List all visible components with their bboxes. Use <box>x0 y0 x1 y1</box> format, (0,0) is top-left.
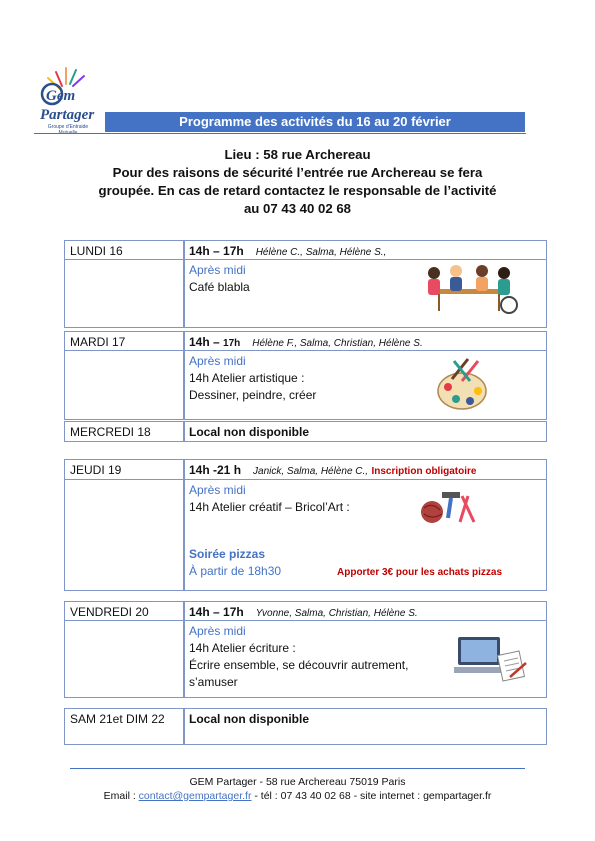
program-banner: Programme des activités du 16 au 20 février <box>105 112 525 132</box>
period-label: Après midi <box>189 263 246 277</box>
logo-tagline: Groupe d'Entraide <box>47 124 89 130</box>
hours-label: 14h – 17h <box>189 605 244 619</box>
activity-detail: Dessiner, peindre, créer <box>189 388 317 402</box>
day-label: LUNDI 16 <box>70 244 123 258</box>
phone-line: au 07 43 40 02 68 <box>243 201 352 216</box>
svg-text:Gem: Gem <box>46 88 76 104</box>
evening-title: Soirée pizzas <box>189 547 266 561</box>
banner-divider <box>34 133 526 134</box>
activity-cell-lundi <box>183 259 547 328</box>
activity-text: 14h Atelier écriture : <box>189 641 296 655</box>
footer-address: GEM Partager - 58 rue Archereau 75019 Paris <box>189 776 406 788</box>
hours-cell-lundi <box>183 240 547 260</box>
email-link[interactable]: contact@gempartager.fr <box>138 790 252 802</box>
activity-text: Café blabla <box>189 280 250 294</box>
activity-cell-mardi <box>183 350 547 420</box>
activity-text: 14h Atelier créatif – Bricol’Art : <box>189 500 350 514</box>
hours-end: 17h <box>223 338 241 349</box>
day-label: VENDREDI 20 <box>70 605 149 619</box>
day-cell-vendredi-blank <box>64 620 185 698</box>
hours-cell-vendredi <box>183 601 547 621</box>
activity-detail: Écrire ensemble, se découvrir autrement, <box>189 658 409 672</box>
staff-list: Yvonne, Salma, Christian, Hélène S. <box>255 608 418 619</box>
staff-list: Hélène C., Salma, Hélène S., <box>255 247 387 258</box>
day-label: SAM 21et DIM 22 <box>70 712 165 726</box>
hours-cell-jeudi <box>183 459 547 480</box>
activity-text: 14h Atelier artistique : <box>189 371 305 385</box>
day-cell-mardi <box>64 331 185 351</box>
day-cell-weekend <box>64 708 185 745</box>
period-label: Après midi <box>189 354 246 368</box>
registration-required: Inscription obligatoire <box>371 466 477 477</box>
evening-time: À partir de 18h30 <box>189 564 282 578</box>
period-label: Après midi <box>189 483 246 497</box>
svg-text:Partager: Partager <box>40 107 95 123</box>
cafe-people-icon <box>414 263 524 315</box>
footer-contact <box>0 790 595 802</box>
day-cell-jeudi <box>64 459 185 480</box>
laptop-writing-icon <box>454 633 528 683</box>
contact-rest: - tél : 07 43 40 02 68 - site internet : gempartager.fr <box>251 790 492 802</box>
intro-text <box>40 146 555 218</box>
day-label: MARDI 17 <box>70 335 126 349</box>
closed-cell-mercredi <box>183 421 547 442</box>
activity-cell-jeudi <box>183 479 547 591</box>
hours-cell-mardi <box>183 331 547 351</box>
security-line: Pour des raisons de sécurité l’entrée rue Archereau se fera <box>112 165 483 180</box>
evening-note: Apporter 3€ pour les achats pizzas <box>337 567 503 578</box>
footer-divider <box>70 768 525 769</box>
location-line: Lieu : 58 rue Archereau <box>224 147 371 162</box>
day-label: JEUDI 19 <box>70 463 122 477</box>
staff-list: Janick, Salma, Hélène C., <box>253 466 369 477</box>
activity-cell-vendredi <box>183 620 547 698</box>
day-cell-mercredi <box>64 421 185 442</box>
period-label: Après midi <box>189 624 246 638</box>
day-cell-mardi-blank <box>64 350 185 420</box>
closed-cell-weekend <box>183 708 547 745</box>
hours-label: 14h -21 h <box>189 463 242 477</box>
hours-label: 14h – 17h <box>189 244 244 258</box>
late-line: groupée. En cas de retard contactez le responsable de l’activité <box>98 183 497 198</box>
art-palette-icon <box>434 357 490 413</box>
logo-graphic <box>34 64 104 124</box>
day-label: MERCREDI 18 <box>70 425 151 439</box>
day-cell-lundi <box>64 240 185 260</box>
email-label: Email : <box>103 790 139 802</box>
tools-yarn-icon <box>420 488 478 528</box>
day-cell-lundi-blank <box>64 259 185 328</box>
closed-label: Local non disponible <box>189 712 309 726</box>
day-cell-jeudi-blank <box>64 479 185 591</box>
staff-list: Hélène F., Salma, Christian, Hélène S. <box>252 338 423 349</box>
activity-detail-2: s’amuser <box>189 675 238 689</box>
closed-label: Local non disponible <box>189 425 309 439</box>
day-cell-vendredi <box>64 601 185 621</box>
hours-label: 14h – <box>189 335 224 349</box>
